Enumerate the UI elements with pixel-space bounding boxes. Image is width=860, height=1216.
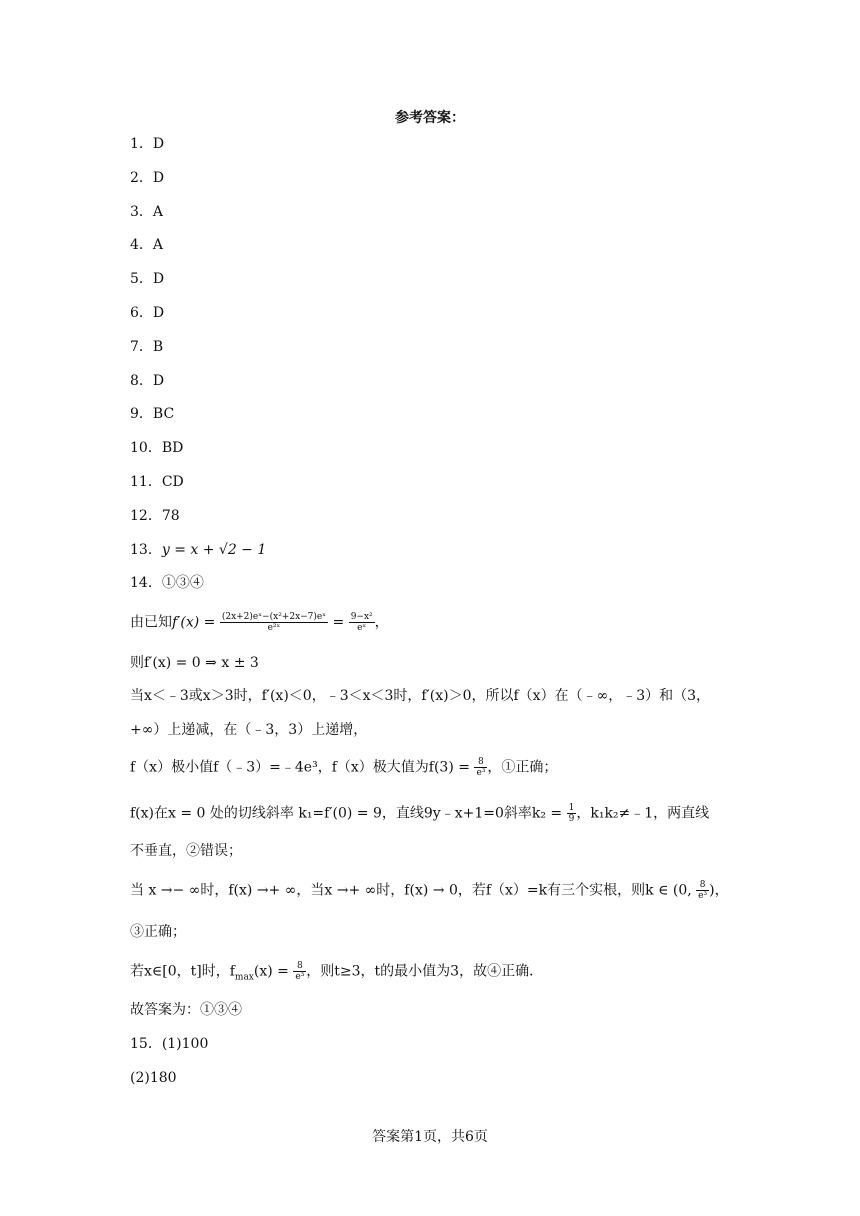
solution-line: f（x）极小值f（﹣3）=﹣4e³，f（x）极大值为f(3) = $\frac{8}{\text{e³}}$ ，①正确； [130, 757, 558, 778]
answer-item: 2．D [130, 170, 165, 186]
fraction: $\frac{8}{\text{e³}}$ [476, 757, 486, 778]
solution-line: 则f′(x) = 0 ⇒ x ± 3 [130, 655, 259, 671]
solution-line: 由已知f′(x) = $\frac{\text{(2x+2)eˣ−(x²+2x−7)eˣ}}{\text{e²ˣ}}$ = $\frac{\text{9−x²}}{\text{eˣ}}$ ， [130, 612, 389, 633]
answer-item: 11．CD [130, 474, 184, 490]
answer-item: 4．A [130, 237, 164, 253]
page-title: 参考答案： [395, 110, 465, 126]
answer-item: 9．BC [130, 406, 175, 422]
solution-line: 若x∈[0，t]时，$f_{max}(x)$ = $\frac{8}{\text{e³}}$ ，则t≥3，t的最小值为3，故④正确． [130, 961, 544, 983]
solution-line: ③正确； [130, 924, 186, 940]
answer-item: 5．D [130, 271, 165, 287]
fraction: $\frac{\text{9−x²}}{\text{eˣ}}$ [350, 612, 373, 633]
answer-item: 1．D [130, 136, 165, 152]
solution-line: 当x＜﹣3或x＞3时，f′(x)＜0，﹣3＜x＜3时，f′(x)＞0，所以f（x）在（﹣∞，﹣3）和（3， [130, 688, 711, 704]
answer-item: 15．(1)100 [130, 1036, 209, 1052]
solution-line: f(x)在x = 0 处的切线斜率 k₁=f′(0) = 9，直线9y﹣x+1=0斜率k₂ = $\frac{1}{9}$ ，k₁k₂≠﹣1，两直线 [130, 803, 710, 824]
answer-item: 13．y = x + √2 − 1 [130, 542, 267, 558]
fraction: $\frac{1}{9}$ [568, 803, 575, 824]
fraction: $\frac{8}{\text{e³}}$ [698, 880, 708, 901]
fraction: $\frac{8}{\text{e³}}$ [295, 961, 305, 982]
answer-item: 8．D [130, 373, 165, 389]
answer-item: 6．D [130, 305, 165, 321]
answer-item: 10．BD [130, 440, 184, 456]
solution-line: 故答案为：①③④ [130, 1002, 242, 1018]
solution-line: +∞）上递减，在（﹣3，3）上递增， [130, 722, 368, 738]
solution-line: 不垂直，②错误； [130, 843, 242, 859]
fraction: $\frac{\text{(2x+2)eˣ−(x²+2x−7)eˣ}}{\text{e²ˣ}}$ [221, 612, 327, 633]
solution-line: 当 x →− ∞时，f(x) →+ ∞，当x →+ ∞时，f(x) → 0，若f（x）=k有三个实根，则k ∈ (0, $\frac{8}{\text{e³}}$ )， [130, 880, 729, 901]
page-footer: 答案第1页，共6页 [372, 1129, 488, 1145]
answer-item: 14．①③④ [130, 575, 204, 591]
answer-item: 7．B [130, 339, 164, 355]
answer-item: (2)180 [130, 1070, 177, 1086]
answer-item: 3．A [130, 204, 164, 220]
answer-item: 12．78 [130, 508, 180, 524]
